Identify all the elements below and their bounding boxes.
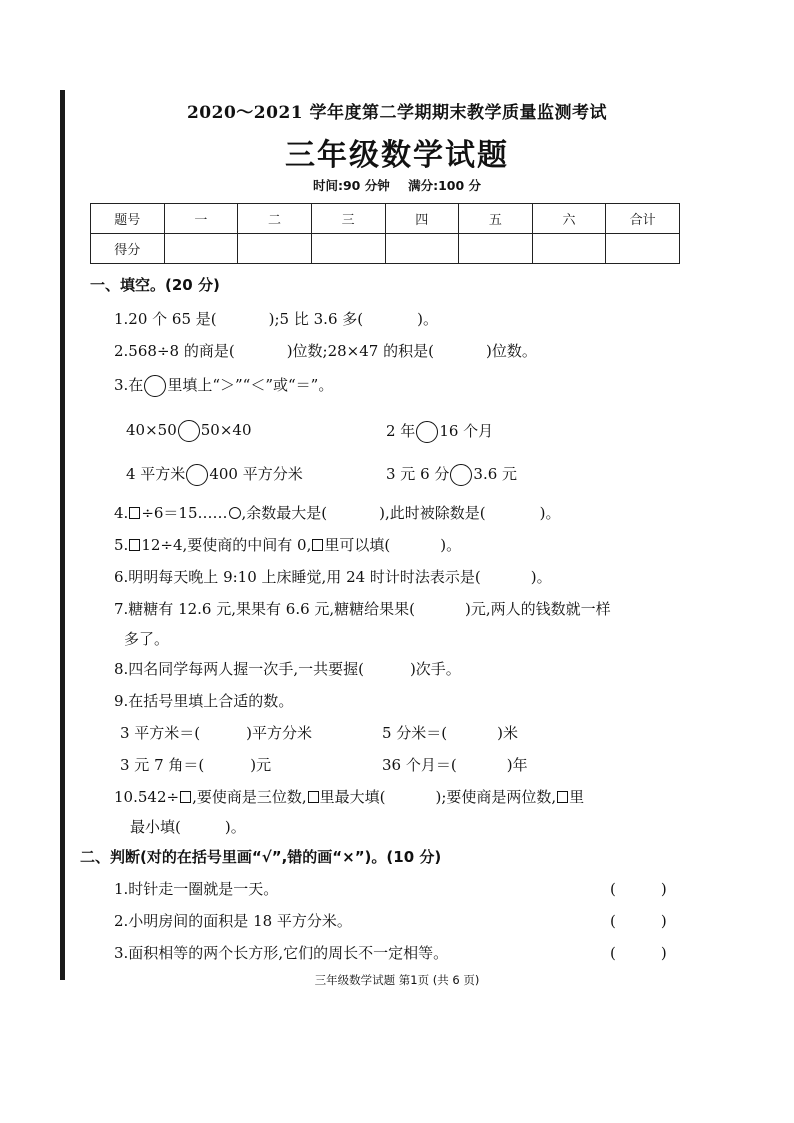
score-input-cell[interactable]	[385, 234, 459, 264]
q9-item-right: )元	[250, 756, 272, 774]
score-input-cell[interactable]	[459, 234, 533, 264]
q6-text-a: 6.明明每天晚上 9:10 上床睡觉,用 24 时计时法表示是(	[114, 568, 481, 586]
compare-circle-input[interactable]	[450, 464, 472, 486]
q1-text-b: );5 比 3.6 多(	[268, 310, 364, 328]
binding-line	[60, 90, 65, 980]
q4-text-c: ,余数最大是(	[241, 504, 328, 522]
q9-item-right: )米	[497, 724, 519, 742]
square-box-icon	[557, 791, 568, 803]
square-box-icon	[129, 507, 140, 519]
q4-text-e: )。	[539, 504, 561, 522]
q3-item-right: 400 平方分米	[209, 465, 303, 483]
q1-text-a: 1.20 个 65 是(	[114, 310, 217, 328]
q6-text-b: )。	[530, 568, 552, 586]
page-title: 三年级数学试题	[285, 138, 509, 173]
q9-item-left: 36 个月＝(	[382, 756, 457, 774]
judge-answer-paren[interactable]: ( )	[610, 880, 667, 898]
q3-item-4	[386, 463, 517, 486]
q3-item-right: 16 个月	[439, 422, 494, 440]
exam-name: 2020～2021 学年度第二学期期末教学质量监测考试	[186, 103, 608, 123]
question-10-cont	[130, 816, 246, 837]
question-4	[114, 502, 560, 523]
question-9: 9.在括号里填上合适的数。	[114, 692, 294, 710]
q5-text-d: )。	[440, 536, 462, 554]
q7-text-b: )元,两人的钱数就一样	[465, 600, 611, 618]
exam-info	[0, 176, 794, 194]
compare-circle-input[interactable]	[178, 420, 200, 442]
score-cell: 二	[238, 204, 312, 234]
square-box-icon	[312, 539, 323, 551]
q2-text-c: )位数。	[485, 342, 537, 360]
square-box-icon	[308, 791, 319, 803]
q5-text-b: 12÷4,要使商的中间有 0,	[141, 536, 312, 554]
q9-item-left: 5 分米＝(	[382, 724, 448, 742]
q3-item-3	[126, 463, 303, 486]
q10-text-g: )。	[224, 818, 246, 836]
score-cell: 题号	[91, 204, 165, 234]
q10-text-c: 里最大填(	[319, 788, 386, 806]
score-cell: 五	[459, 204, 533, 234]
small-circle-icon	[229, 507, 241, 519]
score-cell: 合计	[606, 204, 680, 234]
judge-item-1: 1.时针走一圈就是一天。	[114, 880, 279, 898]
q1-text-c: )。	[417, 310, 438, 328]
score-input-cell[interactable]	[238, 234, 312, 264]
q8-text-a: 8.四名同学每两人握一次手,一共要握(	[114, 660, 364, 678]
q10-text-b: ,要使商是三位数,	[192, 788, 307, 806]
judge-answer-paren[interactable]: ( )	[610, 912, 667, 930]
q5-text-c: 里可以填(	[324, 536, 391, 554]
score-table-score-row	[91, 234, 680, 264]
score-cell: 得分	[91, 234, 165, 264]
q10-text-a: 10.542÷	[114, 788, 180, 806]
compare-circle-input[interactable]	[416, 421, 438, 443]
q8-text-b: )次手。	[409, 660, 461, 678]
judge-item-2: 2.小明房间的面积是 18 平方分米。	[114, 912, 352, 930]
question-2	[114, 340, 537, 361]
section2-heading: 二、判断(对的在括号里画“√”,错的画“×”)。(10 分)	[80, 848, 442, 866]
q3-item-2	[386, 420, 493, 443]
score-input-cell[interactable]	[164, 234, 238, 264]
question-7-cont: 多了。	[124, 630, 170, 648]
score-table	[90, 203, 680, 264]
q3-item-right: 3.6 元	[473, 465, 518, 483]
question-6	[114, 566, 552, 587]
score-table-header-row	[91, 204, 680, 234]
q2-text-a: 2.568÷8 的商是(	[114, 342, 235, 360]
q2-text-b: )位数;28×47 的积是(	[286, 342, 434, 360]
question-3	[114, 374, 333, 397]
square-box-icon	[180, 791, 191, 803]
score-cell: 三	[311, 204, 385, 234]
q5-text-a: 5.	[114, 536, 129, 554]
q9-item-right: )平方分米	[246, 724, 313, 742]
score-input-cell[interactable]	[532, 234, 606, 264]
square-box-icon	[129, 539, 140, 551]
judge-item-3: 3.面积相等的两个长方形,它们的周长不一定相等。	[114, 944, 449, 962]
q3-text-b: 里填上“＞”“＜”或“＝”。	[167, 376, 334, 394]
q9-item-2	[382, 722, 518, 743]
q3-text-a: 3.在	[114, 376, 144, 394]
q4-text-b: ÷6＝15……	[141, 504, 228, 522]
q3-item-left: 40×50	[126, 421, 177, 439]
q7-text-a: 7.糖糖有 12.6 元,果果有 6.6 元,糖糖给果果(	[114, 600, 416, 618]
q3-item-left: 2 年	[386, 422, 416, 440]
question-10	[114, 786, 584, 807]
q10-text-f: 最小填(	[130, 818, 181, 836]
compare-circle-input[interactable]	[186, 464, 208, 486]
compare-circle-icon	[144, 375, 166, 397]
q9-item-left: 3 元 7 角＝(	[120, 756, 205, 774]
q4-text-a: 4.	[114, 504, 129, 522]
question-5	[114, 534, 461, 555]
q3-item-left: 3 元 6 分	[386, 465, 450, 483]
q9-item-3	[120, 754, 271, 775]
q4-text-d: ),此时被除数是(	[379, 504, 486, 522]
q9-item-1	[120, 722, 312, 743]
q9-item-4	[382, 754, 528, 775]
score-input-cell[interactable]	[311, 234, 385, 264]
score-cell: 一	[164, 204, 238, 234]
score-input-cell[interactable]	[606, 234, 680, 264]
question-1	[114, 308, 438, 329]
section1-heading: 一、填空。(20 分)	[90, 276, 220, 294]
q3-item-left: 4 平方米	[126, 465, 186, 483]
question-8	[114, 658, 461, 679]
score-cell: 六	[532, 204, 606, 234]
q3-item-right: 50×40	[200, 421, 252, 439]
q3-item-1	[126, 420, 252, 442]
page-footer: 三年级数学试题 第1页 (共 6 页)	[314, 973, 480, 987]
score-cell: 四	[385, 204, 459, 234]
q10-text-d: );要使商是两位数,	[435, 788, 557, 806]
question-7	[114, 598, 611, 619]
q9-item-left: 3 平方米＝(	[120, 724, 201, 742]
full-score-label: 满分:100 分	[408, 178, 482, 193]
judge-answer-paren[interactable]: ( )	[610, 944, 667, 962]
time-label: 时间:90 分钟	[312, 178, 390, 193]
q10-text-e: 里	[569, 788, 585, 806]
q9-item-right: )年	[506, 756, 528, 774]
